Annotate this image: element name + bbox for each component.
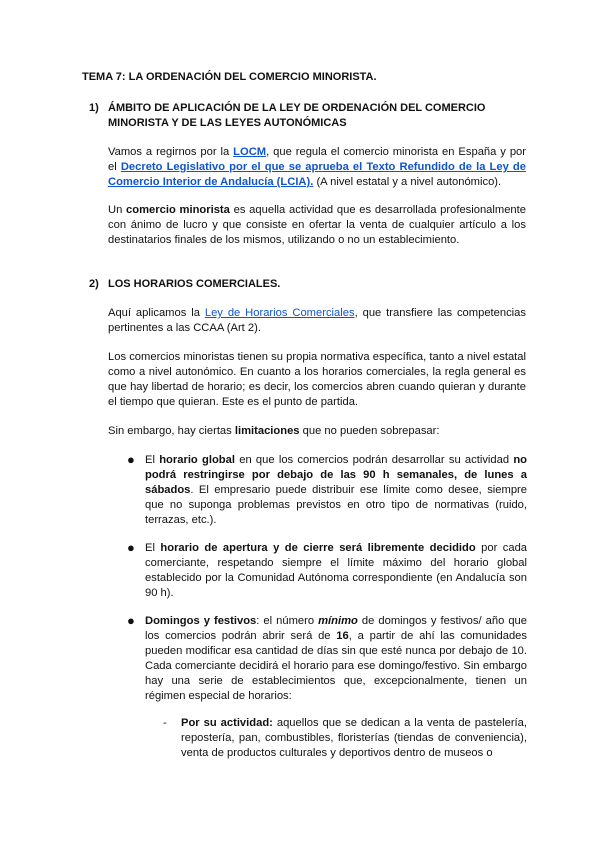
bullet-item-3 (145, 614, 527, 704)
text-run: en que los comercios podrán desarrollar su actividad (234, 454, 514, 466)
locm-link[interactable]: LOCM (233, 146, 267, 158)
bold-term: horario global (159, 454, 235, 466)
bullet-item-2 (145, 541, 527, 601)
bold-term: Por su actividad: (181, 717, 273, 729)
text-run: aquellos que se dedican a la venta de pastelería, repostería, pan, combustibles, floristerías (tiendas de conveniencia), venta de productos culturales y deportivos dentro de museos o (181, 717, 527, 759)
text-run: Sin embargo, hay ciertas (108, 425, 235, 437)
section-1-heading-line1: ÁMBITO DE APLICACIÓN DE LA LEY DE ORDENACIÓN DEL COMERCIO (108, 102, 486, 114)
section-1-paragraph-1 (108, 145, 526, 190)
bold-term: no podrá restringirse por debajo de las 90 h semanales, de lunes a sábados (145, 454, 528, 496)
text-run: Un (108, 204, 127, 216)
section-1-number: 1) (89, 102, 99, 114)
text-run: (A nivel estatal y a nivel autonómico). (313, 176, 502, 188)
bullet-marker: ● (127, 540, 135, 555)
bold-term: 16 (336, 630, 349, 642)
document-title: TEMA 7: LA ORDENACIÓN DEL COMERCIO MINORISTA. (82, 71, 377, 83)
section-2-paragraph-3 (108, 424, 526, 439)
text-run: , a partir de ahí las comunidades pueden modificar esa cantidad de días sin que esté nunca por debajo de 10. Cada comerciante decidirá el horario para ese domingo/festivo. Sin embargo hay una serie de establecimientos que, excepcionalmente, tienen un régimen especial de horarios: (145, 630, 527, 702)
text-run: , que regula el comercio minorista en España y por el (108, 146, 526, 173)
section-1-paragraph-2 (108, 203, 526, 248)
section-1-heading (108, 101, 528, 131)
text-run: que no pueden sobrepasar: (299, 425, 440, 437)
text-run: El (145, 454, 160, 466)
text-run: Aquí aplicamos la (108, 307, 205, 319)
section-1-heading-line2: MINORISTA Y DE LAS LEYES AUTONÓMICAS (108, 117, 347, 129)
bold-term: comercio minorista (126, 204, 230, 216)
bold-term: horario de apertura y de cierre será libremente decidido (160, 542, 476, 554)
text-run: El (145, 542, 161, 554)
dash-item-1 (181, 716, 527, 761)
text-run: de domingos y festivos/ año que los comercios podrán abrir será de (145, 615, 527, 642)
text-run: , que transfiere las competencias pertinentes a las CCAA (Art 2). (108, 307, 526, 334)
text-run: Vamos a regirnos por la (108, 146, 234, 158)
bold-italic-term: mínimo (318, 615, 358, 627)
text-run: . El empresario puede distribuir ese límite como desee, siempre que no suponga problemas previstos en otro tipo de normativas (ruido, terrazas, etc.). (145, 484, 527, 526)
bold-term: limitaciones (234, 425, 300, 437)
text-run: por cada comerciante, respetando siempre el límite máximo del horario global establecido por la Comunidad Autónoma correspondiente (en Andalucía son 90 h). (145, 542, 528, 599)
bullet-marker: ● (127, 613, 135, 628)
section-2-paragraph-2: Los comercios minoristas tienen su propia normativa específica, tanto a nivel estatal como a nivel autonómico. En cuanto a los horarios comerciales, la regla general es que hay libertad de horario; es decir, los comercios abren cuando quieran y durante el tiempo que quieran. Este es el punto de partida. (108, 351, 526, 408)
text-run: es aquella actividad que es desarrollada profesionalmente con ánimo de lucro y que consiste en ofertar la venta de cualquier artículo a los destinatarios finales de los mismos, utilizando o no un establecimiento. (108, 204, 526, 246)
dash-marker: - (163, 717, 167, 729)
bullet-marker: ● (127, 452, 135, 467)
bullet-item-1 (145, 453, 527, 528)
section-2-heading: LOS HORARIOS COMERCIALES. (108, 278, 281, 290)
text-run: : el número (256, 615, 319, 627)
bold-term: Domingos y festivos (145, 615, 257, 627)
lcia-link[interactable]: Decreto Legislativo por el que se aprueba el Texto Refundido de la Ley de Comercio Interior de Andalucía (LCIA). (108, 161, 526, 188)
horarios-law-link[interactable]: Ley de Horarios Comerciales (204, 307, 355, 319)
section-2-paragraph-1 (108, 306, 526, 336)
section-2-number: 2) (89, 278, 99, 290)
